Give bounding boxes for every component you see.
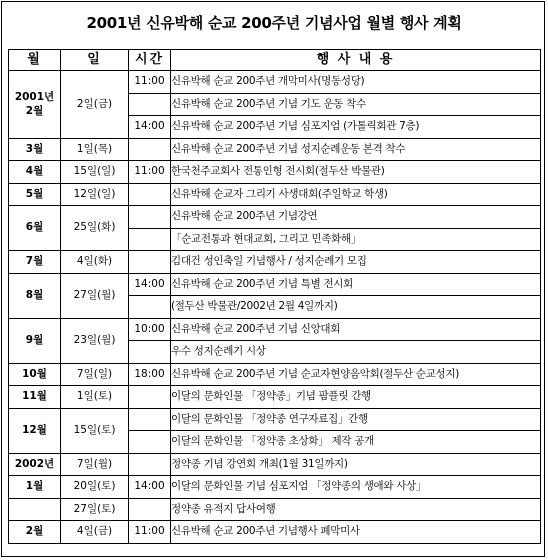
page-title: 2001년 신유박해 순교 200주년 기념사업 월별 행사 계획 xyxy=(86,14,462,32)
event-content-cell: 신유박해 순교자 그리기 사생대회(주일학교 학생) xyxy=(171,183,541,206)
month-cell: 9월 xyxy=(9,318,61,363)
time-cell: 11:00 xyxy=(129,71,171,94)
month-cell: 10월 xyxy=(9,363,61,386)
schedule-row xyxy=(9,161,541,184)
time-cell: 10:00 xyxy=(129,318,171,341)
schedule-row xyxy=(9,408,541,431)
event-content-cell: 신유박해 순교 200주년 개막미사(명동성당) xyxy=(171,71,541,94)
day-cell: 15일(일) xyxy=(61,161,129,184)
schedule-row xyxy=(9,521,541,544)
time-cell xyxy=(129,408,171,431)
event-content-cell: 정약종 기념 강연회 개최(1월 31일까지) xyxy=(171,453,541,476)
month-cell: 11월 xyxy=(9,386,61,409)
day-cell: 23일(월) xyxy=(61,318,129,363)
month-year-text: 2001년 xyxy=(14,91,55,104)
event-content-cell: 신유박해 순교 200주년 기념행사 폐막미사 xyxy=(171,521,541,544)
schedule-row xyxy=(9,453,541,476)
month-cell: 12월 xyxy=(9,408,61,453)
month-cell: 4월 xyxy=(9,161,61,184)
schedule-row xyxy=(9,138,541,161)
event-content-cell: 이달의 문화인물 「정약종」기념 팜플릿 간행 xyxy=(171,386,541,409)
day-cell: 27일(월) xyxy=(61,273,129,318)
time-cell: 11:00 xyxy=(129,521,171,544)
day-cell: 20일(토) xyxy=(61,476,129,499)
event-content-cell: (절두산 박물관/2002년 2월 4일까지) xyxy=(171,296,541,319)
schedule-row xyxy=(9,273,541,296)
header-row xyxy=(9,50,541,71)
event-content-cell: 신유박해 순교 200주년 기념 순교자현양음악회(절두산 순교성지) xyxy=(171,363,541,386)
day-cell: 27일(토) xyxy=(61,498,129,521)
schedule-row xyxy=(9,363,541,386)
day-cell: 15일(토) xyxy=(61,408,129,453)
event-content-cell: 신유박해 순교 200주년 기념 기도 운동 착수 xyxy=(171,93,541,116)
time-cell: 14:00 xyxy=(129,116,171,139)
month-text: 2월 xyxy=(25,105,44,118)
schedule-row xyxy=(9,71,541,94)
month-cell: 2월 xyxy=(9,521,61,544)
event-content-cell: 정약종 유적지 답사여행 xyxy=(171,498,541,521)
schedule-row xyxy=(9,476,541,499)
header-time: 시간 xyxy=(129,50,171,71)
event-content-cell: 이달의 문화인물 「정약종 초상화」 제작 공개 xyxy=(171,431,541,454)
time-cell xyxy=(129,206,171,229)
schedule-row xyxy=(9,498,541,521)
schedule-row xyxy=(9,206,541,229)
event-content-cell: 신유박해 순교 200주년 기념 심포지엄 (가톨릭회관 7층) xyxy=(171,116,541,139)
time-cell xyxy=(129,93,171,116)
day-cell: 4일(금) xyxy=(61,521,129,544)
schedule-row xyxy=(9,183,541,206)
time-cell xyxy=(129,498,171,521)
time-cell xyxy=(129,341,171,364)
header-day: 일 xyxy=(61,50,129,71)
month-cell xyxy=(9,498,61,521)
event-content-cell: 신유박해 순교 200주년 기념 특별 전시회 xyxy=(171,273,541,296)
month-cell: 2002년 xyxy=(9,453,61,476)
time-cell xyxy=(129,138,171,161)
event-content-cell: 김대건 성인축일 기념행사 / 성지순례기 모집 xyxy=(171,251,541,274)
time-cell: 14:00 xyxy=(129,476,171,499)
schedule-body xyxy=(9,71,541,544)
schedule-table xyxy=(8,49,541,544)
header-content: 행 사 내 용 xyxy=(171,50,541,71)
event-content-cell: 한국천주교회사 전통인형 전시회(절두산 박물관) xyxy=(171,161,541,184)
day-cell: 12일(일) xyxy=(61,183,129,206)
time-cell xyxy=(129,296,171,319)
day-cell: 25일(화) xyxy=(61,206,129,251)
day-cell: 1일(목) xyxy=(61,138,129,161)
month-cell: 8월 xyxy=(9,273,61,318)
time-cell xyxy=(129,183,171,206)
time-cell xyxy=(129,386,171,409)
time-cell: 14:00 xyxy=(129,273,171,296)
month-cell: 6월 xyxy=(9,206,61,251)
time-cell xyxy=(129,453,171,476)
header-month: 월 xyxy=(9,50,61,71)
day-cell: 7일(월) xyxy=(61,453,129,476)
day-cell: 4일(화) xyxy=(61,251,129,274)
time-cell xyxy=(129,251,171,274)
event-content-cell: 신유박해 순교 200주년 기념 신앙대회 xyxy=(171,318,541,341)
event-content-cell: 신유박해 순교 200주년 기념강연 xyxy=(171,206,541,229)
schedule-row xyxy=(9,386,541,409)
schedule-row xyxy=(9,251,541,274)
event-content-cell: 「순교전통과 현대교회, 그리고 민족화해」 xyxy=(171,228,541,251)
month-cell: 3월 xyxy=(9,138,61,161)
month-cell xyxy=(9,71,61,139)
day-cell: 7일(일) xyxy=(61,363,129,386)
event-content-cell: 이달의 문화인물 「정약종 연구자료집」간행 xyxy=(171,408,541,431)
event-content-cell: 이달의 문화인물 기념 심포지엄 「정약종의 생애와 사상」 xyxy=(171,476,541,499)
time-cell xyxy=(129,431,171,454)
time-cell xyxy=(129,228,171,251)
month-cell: 7월 xyxy=(9,251,61,274)
schedule-row xyxy=(9,318,541,341)
month-cell: 1월 xyxy=(9,476,61,499)
event-content-cell: 우수 성지순례기 시상 xyxy=(171,341,541,364)
day-cell: 1일(토) xyxy=(61,386,129,409)
event-content-cell: 신유박해 순교 200주년 기념 성지순례운동 본격 착수 xyxy=(171,138,541,161)
day-cell: 2일(금) xyxy=(61,71,129,139)
time-cell: 11:00 xyxy=(129,161,171,184)
time-cell: 18:00 xyxy=(129,363,171,386)
month-cell: 5월 xyxy=(9,183,61,206)
